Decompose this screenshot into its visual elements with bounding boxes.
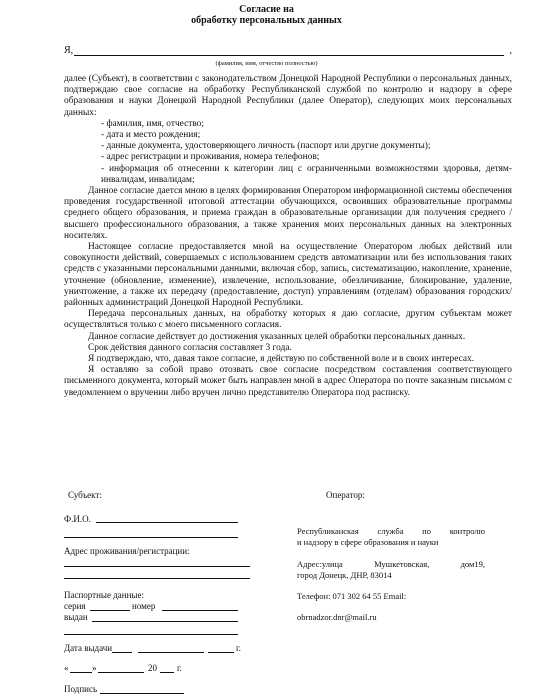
operator-heading: Оператор:: [326, 490, 365, 500]
date-year-line[interactable]: [160, 672, 174, 673]
subject-heading: Субъект:: [68, 490, 102, 500]
fio-line-2[interactable]: [64, 537, 238, 538]
operator-phone: Телефон: 071 302 64 55 Email:: [297, 591, 407, 601]
paragraph-term: Срок действия данного согласия составляет 3 года.: [88, 342, 292, 353]
address-line-1[interactable]: [64, 566, 250, 567]
operator-name-line2: и надзору в сфере образования и науки: [297, 537, 439, 547]
operator-address-line2: город Донецк, ДНР, 83014: [297, 570, 392, 580]
address-line-2[interactable]: [64, 578, 250, 579]
list-item-disability: - информация об отнесении к категории лиц с ограниченными возможностями здоровья, детям-инвалидам, инвалидам;: [101, 163, 512, 185]
paragraph-revocation: Я оставляю за собой право отозвать свое согласие посредством составления соответствующего письменного документа, который может быть направлен мной в адрес Оператора по почте заказным письмом с уведомлением о вручении либо вручен лично представителю Оператора под расписку.: [64, 365, 512, 398]
consent-body: [64, 74, 512, 399]
paragraph-subject: далее (Субъект), в соответствии с законодательством Донецкой Народной Республики о персональных данных, подтверждаю свое согласие на обработку Республиканской службой по контролю и надзору в сфере образования и науки Донецкой Народной Республики (далее Оператор), следующих моих персональных данных:: [64, 74, 512, 118]
list-item-name: - фамилия, имя, отчество;: [101, 118, 204, 129]
issue-day-line[interactable]: [112, 652, 132, 653]
date-close-quote: »: [92, 663, 97, 673]
date-month-line[interactable]: [98, 672, 144, 673]
paragraph-actions: Настоящее согласие предоставляется мной на осуществление Оператором любых действий или совокупности действий, совершаемых с использованием средств автоматизации или без использования таких средств с указанными персональными данными, включая сбор, запись, систематизацию, накопление, хранение, уточнение (обновление, изменение), извлечение, использование, обезличивание, блокирование, удаление, уничтожение, а также их передачу (предоставление, доступ) управлениям (отделам) образования городских/районных администраций Донецкой Народной Республики.: [64, 242, 512, 309]
operator-email: obrnadzor.dnr@mail.ru: [297, 612, 377, 622]
operator-address-line1: Адрес:улица Мушкетовская, дом19,: [297, 559, 485, 569]
date-year-prefix: 20: [148, 663, 157, 673]
issue-date-label: Дата выдачи: [64, 643, 113, 653]
address-label: Адрес проживания/регистрации:: [64, 546, 190, 556]
date-open-quote: «: [64, 663, 69, 673]
number-label: номер: [132, 601, 156, 611]
date-end: г.: [177, 663, 182, 673]
paragraph-purpose: Данное согласие дается мною в целях формирования Оператором информационной системы обеспечения проведения государственной итоговой аттестации обучающихся, освоивших образовательные программы среднего общего образования, и приема граждан в образовательные организации для получения среднего / высшего профессионального образования, а также хранения моих персональных данных на электронных носителях.: [64, 186, 512, 241]
full-name-line: [64, 45, 512, 56]
fio-line-1[interactable]: [96, 522, 238, 523]
passport-label: Паспортные данные:: [64, 590, 144, 600]
operator-name-line1: Республиканская служба по контролю: [297, 526, 485, 536]
fio-label: Ф.И.О.: [64, 514, 91, 524]
paragraph-free-will: Я подтверждаю, что, давая такое согласие, я действую по собственной воле и в своих интересах.: [88, 354, 475, 365]
document-title-line1: Согласие на: [239, 4, 294, 15]
series-line[interactable]: [90, 610, 130, 611]
issued-line-2[interactable]: [64, 634, 238, 635]
series-label: серия: [64, 601, 86, 611]
issue-month-line[interactable]: [138, 652, 204, 653]
full-name-underline: [74, 55, 504, 56]
paragraph-transfer: Передача персональных данных, на обработку которых я даю согласие, другим субъектам может осуществляться только с моего письменного согласия.: [64, 309, 512, 331]
ya-comma: ,: [509, 45, 512, 56]
list-item-birth: - дата и место рождения;: [101, 130, 201, 141]
signature-label: Подпись: [64, 684, 98, 694]
issued-label: выдан: [64, 612, 88, 622]
ya-label: Я,: [64, 45, 74, 56]
issue-year-line[interactable]: [208, 652, 234, 653]
number-line[interactable]: [162, 610, 238, 611]
list-item-address: - адрес регистрации и проживания, номера телефонов;: [101, 152, 320, 163]
document-title-line2: обработку персональных данных: [191, 15, 342, 26]
full-name-hint: (фамилия, имя, отчество полностью): [215, 60, 318, 67]
issue-date-end: г.: [236, 643, 241, 653]
list-item-id-document: - данные документа, удостоверяющего личность (паспорт или другие документы);: [101, 141, 431, 152]
issued-line-1[interactable]: [92, 621, 238, 622]
signature-line[interactable]: [100, 693, 184, 694]
date-day-line[interactable]: [70, 672, 92, 673]
paragraph-validity: Данное согласие действует до достижения указанных целей обработки персональных данных.: [88, 331, 466, 342]
